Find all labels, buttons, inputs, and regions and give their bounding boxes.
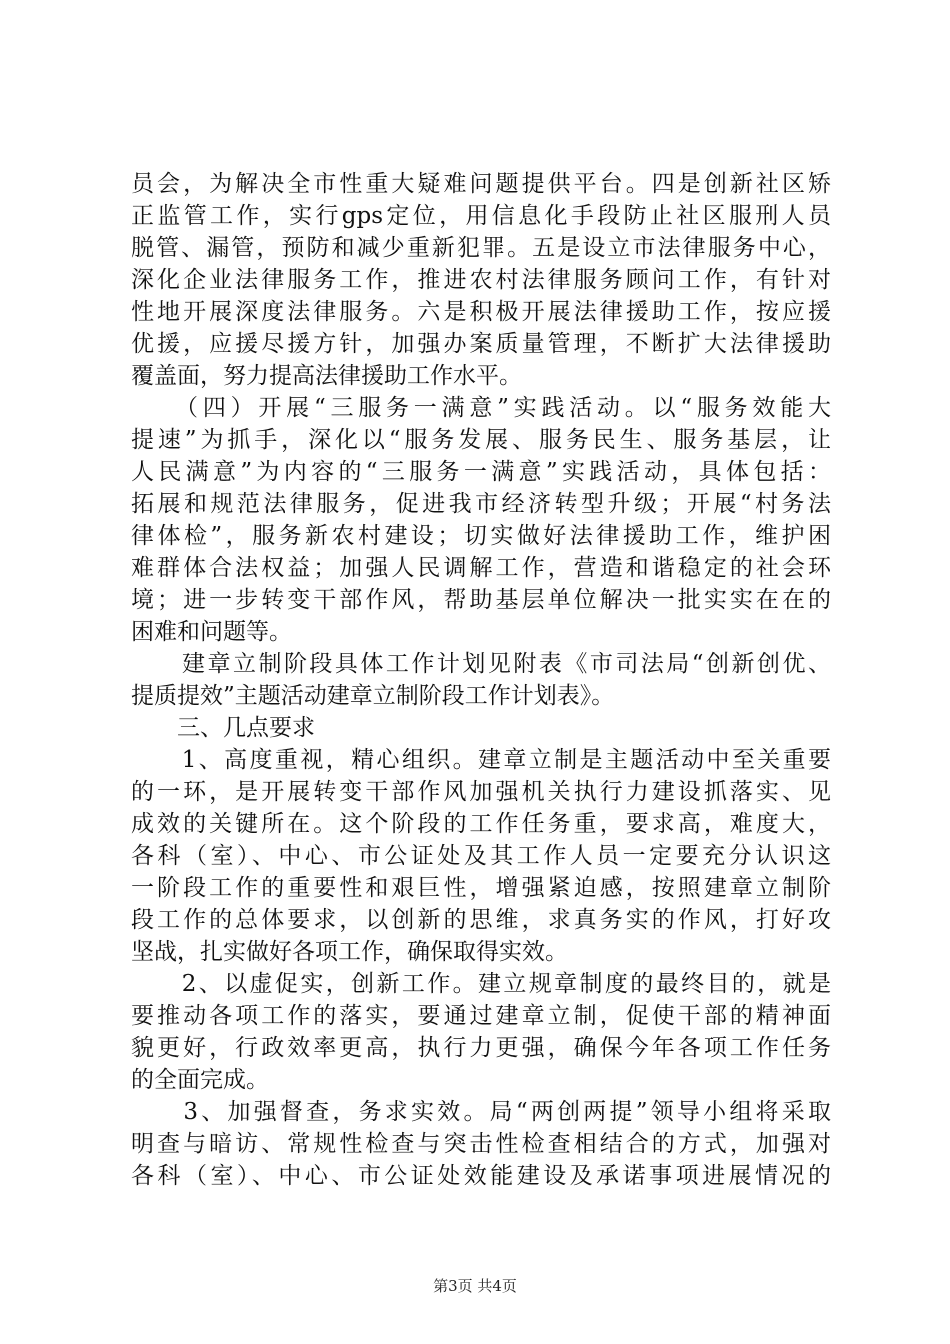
text-line: 拓展和规范法律服务，促进我市经济转型升级；开展“村务法 <box>131 491 831 517</box>
text-line: 律体检”，服务新农村建设；切实做好法律援助工作，维护困 <box>131 523 831 549</box>
text-line: 性地开展深度法律服务。六是积极开展法律援助工作，按应援 <box>131 299 831 325</box>
text-line: 脱管、漏管，预防和减少重新犯罪。五是设立市法律服务中心， <box>131 235 831 261</box>
text-line: 人民满意”为内容的“三服务一满意”实践活动，具体包括： <box>131 459 831 485</box>
text-line: 2、以虚促实，创新工作。建立规章制度的最终目的，就是 <box>131 971 831 997</box>
text-line: 境；进一步转变干部作风，帮助基层单位解决一批实实在在的 <box>131 587 831 613</box>
text-line: 建章立制阶段具体工作计划见附表《市司法局“创新创优、 <box>131 651 831 677</box>
text-line: 1、高度重视，精心组织。建章立制是主题活动中至关重要 <box>131 747 831 773</box>
text-line: 明查与暗访、常规性检查与突击性检查相结合的方式，加强对 <box>131 1131 831 1157</box>
document-body <box>131 168 831 1192</box>
text-line: 各科（室）、中心、市公证处效能建设及承诺事项进展情况的 <box>131 1163 831 1189</box>
text-line: 坚战，扎实做好各项工作，确保取得实效。 <box>131 939 568 965</box>
page-number-footer: 第3页 共4页 <box>433 1277 517 1295</box>
text-line: 正监管工作，实行gps定位，用信息化手段防止社区服刑人员 <box>131 203 831 229</box>
text-line: 困难和问题等。 <box>131 619 292 645</box>
text-line: 要推动各项工作的落实，要通过建章立制，促使干部的精神面 <box>131 1003 831 1029</box>
text-line: 段工作的总体要求，以创新的思维，求真务实的作风，打好攻 <box>131 907 831 933</box>
text-line: 优援，应援尽援方针，加强办案质量管理，不断扩大法律援助 <box>131 331 831 357</box>
text-line: 各科（室）、中心、市公证处及其工作人员一定要充分认识这 <box>131 843 831 869</box>
text-line: （四）开展“三服务一满意”实践活动。以“服务效能大 <box>131 395 831 421</box>
text-line: 员会，为解决全市性重大疑难问题提供平台。四是创新社区矫 <box>131 171 831 197</box>
text-line: 3、加强督查，务求实效。局“两创两提”领导小组将采取 <box>131 1099 831 1125</box>
text-line: 难群体合法权益；加强人民调解工作，营造和谐稳定的社会环 <box>131 555 831 581</box>
text-line: 成效的关键所在。这个阶段的工作任务重，要求高，难度大， <box>131 811 831 837</box>
text-line: 三、几点要求 <box>131 715 315 741</box>
text-line: 的全面完成。 <box>131 1067 269 1093</box>
text-line: 貌更好，行政效率更高，执行力更强，确保今年各项工作任务 <box>131 1035 831 1061</box>
text-line: 覆盖面，努力提高法律援助工作水平。 <box>131 363 522 389</box>
text-line: 一阶段工作的重要性和艰巨性，增强紧迫感，按照建章立制阶 <box>131 875 831 901</box>
text-line: 深化企业法律服务工作，推进农村法律服务顾问工作，有针对 <box>131 267 831 293</box>
text-line: 提质提效”主题活动建章立制阶段工作计划表》。 <box>131 683 615 709</box>
text-line: 提速”为抓手，深化以“服务发展、服务民生、服务基层，让 <box>131 427 831 453</box>
text-line: 的一环，是开展转变干部作风加强机关执行力建设抓落实、见 <box>131 779 831 805</box>
